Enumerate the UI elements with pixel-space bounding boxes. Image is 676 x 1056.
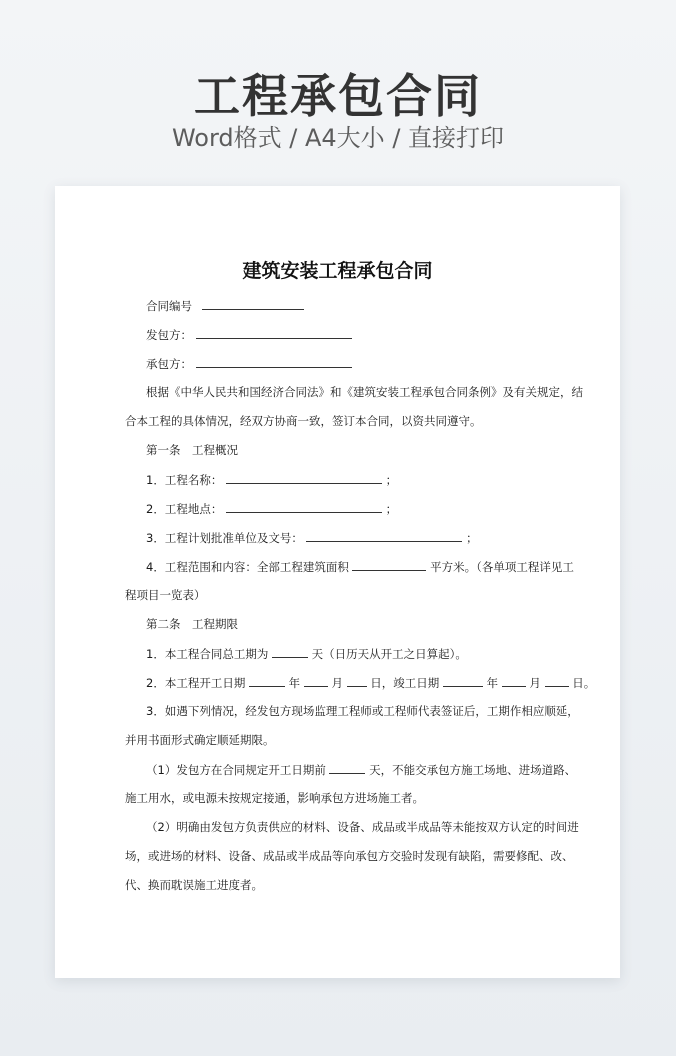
article2-sub2-line2: 场，或进场的材料、设备、成品或半成品等向承包方交验时发现有缺陷，需要修配、改、 [125, 849, 574, 863]
article2-item3-line1: 3．如遇下列情况，经发包方现场监理工程师或工程师代表签证后，工期作相应顺延， [146, 704, 579, 718]
article2-item2 [146, 674, 596, 691]
document-sheet [55, 186, 620, 978]
sub1-days-blank [329, 761, 365, 774]
article1-item4-cont: 程项目一览表） [125, 588, 206, 602]
end-year-unit: 年 [486, 676, 499, 690]
end-year-blank [443, 674, 483, 687]
end-month-blank [502, 674, 526, 687]
article2-sub2-line1: （2）明确由发包方负责供应的材料、设备、成品或半成品等未能按双方认定的时间进 [146, 820, 579, 834]
article1-item1 [146, 471, 596, 488]
page-subtitle: Word格式 / A4大小 / 直接打印 [171, 124, 505, 152]
article2-sub1-line2: 施工用水，或电源未按规定接通，影响承包方进场施工者。 [125, 791, 424, 805]
contractor-line [146, 355, 596, 372]
start-month-unit: 月 [331, 676, 343, 690]
contract-number-line [146, 297, 596, 314]
sub1-label: （1）发包方在合同规定开工日期前 [146, 763, 326, 777]
start-year-blank [249, 674, 285, 687]
contract-number-blank [202, 297, 304, 310]
end-day-unit: 日。 [572, 676, 596, 690]
project-scope-mid: 平方米。（各单项工程详见工 [430, 560, 574, 574]
project-name-label: 1．工程名称： [146, 473, 223, 487]
project-name-end: ； [385, 473, 398, 487]
total-duration-end: 天（日历天从开工之日算起）。 [311, 647, 467, 661]
contractor-label: 承包方： [146, 357, 192, 371]
article2-sub1-line1 [146, 761, 596, 778]
approval-unit-end: ； [466, 531, 478, 545]
project-scope-label: 4．工程范围和内容：全部工程建筑面积 [146, 560, 349, 574]
total-duration-label: 1．本工程合同总工期为 [146, 647, 269, 661]
end-month-unit: 月 [529, 676, 541, 690]
intro-line-1: 根据《中华人民共和国经济合同法》和《建筑安装工程承包合同条例》及有关规定，结 [146, 385, 583, 399]
end-day-blank [545, 674, 569, 687]
start-day-blank [347, 674, 367, 687]
contractor-blank [196, 355, 352, 368]
sub1-end: 天，不能交承包方施工场地、进场道路、 [369, 763, 577, 777]
article1-item4 [146, 558, 596, 575]
article1-heading: 第一条 工程概况 [146, 443, 238, 457]
article2-sub2-line3: 代、换而耽误施工进度者。 [125, 878, 263, 892]
article2-item3-line2: 并用书面形式确定顺延期限。 [125, 733, 275, 747]
article2-heading: 第二条 工程期限 [146, 617, 238, 631]
employer-label: 发包方： [146, 328, 192, 342]
start-year-unit: 年 [288, 676, 301, 690]
article1-item3 [146, 529, 596, 546]
start-date-label: 2．本工程开工日期 [146, 676, 246, 690]
approval-unit-blank [306, 529, 462, 542]
page-title: 工程承包合同 [194, 69, 482, 123]
start-month-blank [304, 674, 328, 687]
project-location-label: 2．工程地点： [146, 502, 223, 516]
article2-item1 [146, 645, 596, 662]
project-name-blank [226, 471, 382, 484]
article1-item2 [146, 500, 596, 517]
employer-line [146, 326, 596, 343]
document-title: 建筑安装工程承包合同 [242, 260, 433, 282]
employer-blank [196, 326, 352, 339]
floor-area-blank [352, 558, 426, 571]
project-location-blank [226, 500, 382, 513]
total-duration-blank [272, 645, 308, 658]
approval-unit-label: 3．工程计划批准单位及文号： [146, 531, 303, 545]
end-date-label: 日，竣工日期 [370, 676, 440, 690]
intro-line-2: 合本工程的具体情况，经双方协商一致，签订本合同，以资共同遵守。 [125, 414, 482, 428]
project-location-end: ； [385, 502, 398, 516]
contract-number-label: 合同编号 [146, 299, 192, 313]
